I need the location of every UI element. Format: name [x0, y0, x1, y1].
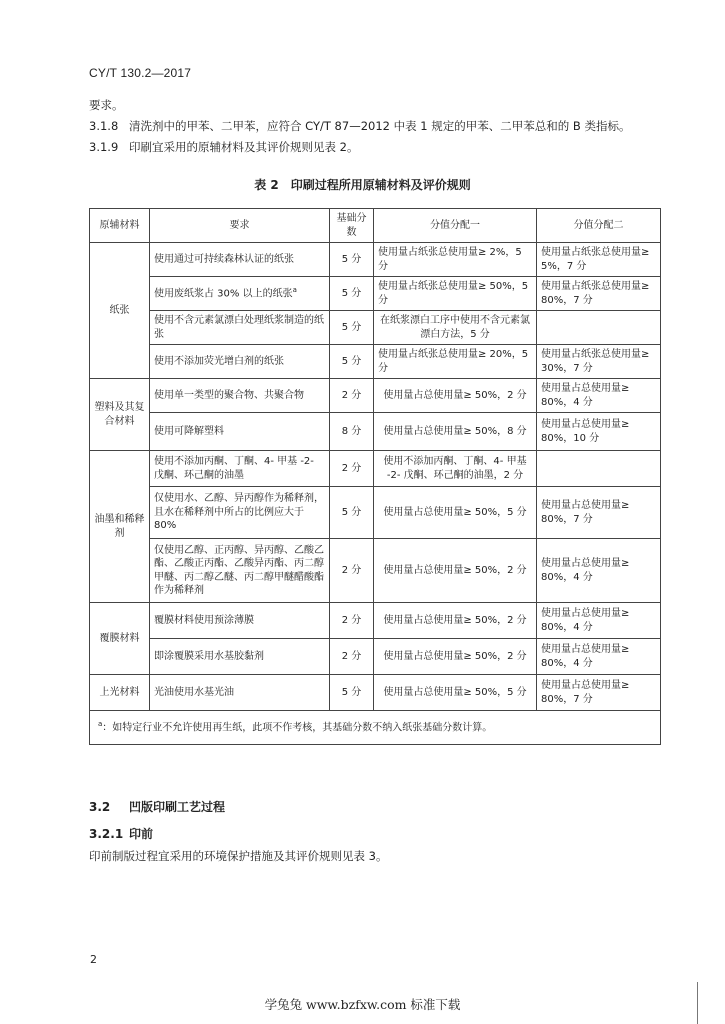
allocation-one-cell: 使用不添加丙酮、丁酮、4- 甲基 -2- 戊酮、环己酮的油墨，2 分: [374, 451, 537, 487]
header-allocation-two: 分值分配二: [537, 209, 661, 243]
requirement-cell: 仅使用水、乙醇、异丙醇作为稀释剂，且水在稀释剂中所占的比例应大于 80%: [150, 487, 330, 539]
requirement-text: 使用废纸浆占 30% 以上的纸张: [154, 288, 293, 300]
allocation-one-cell: 使用量占总使用量≥ 50%，2 分: [374, 379, 537, 413]
scan-edge-line: [697, 982, 698, 1024]
table-footnote-row: [90, 711, 661, 745]
table-row: [90, 379, 661, 413]
footnote-text: ：如特定行业不允许使用再生纸，此项不作考核，其基础分数不纳入纸张基础分数计算。: [102, 722, 493, 734]
requirement-cell: 使用不添加丙酮、丁酮、4- 甲基 -2- 戊酮、环己酮的油墨: [150, 451, 330, 487]
allocation-one-cell: 使用量占纸张总使用量≥ 20%，5 分: [374, 345, 537, 379]
material-category: 塑料及其复合材料: [90, 379, 150, 451]
requirement-cell: 使用可降解塑料: [150, 413, 330, 451]
score-cell: 5 分: [330, 345, 374, 379]
allocation-one-cell: 使用量占总使用量≥ 50%，5 分: [374, 675, 537, 711]
section-body-text: 印前制版过程宜采用的环境保护措施及其评价规则见表 3。: [89, 849, 388, 863]
table-row: [90, 639, 661, 675]
allocation-one-cell: 使用量占纸张总使用量≥ 50%，5 分: [374, 277, 537, 311]
clause-number: 3.1.9: [89, 140, 119, 154]
allocation-two-cell: 使用量占总使用量≥ 80%，4 分: [537, 379, 661, 413]
table-caption: 表 2 印刷过程所用原辅材料及评价规则: [254, 178, 471, 192]
continued-text: 要求。: [89, 98, 124, 112]
allocation-one-cell: 使用量占总使用量≥ 50%，2 分: [374, 639, 537, 675]
allocation-one-cell: 使用量占总使用量≥ 50%，5 分: [374, 487, 537, 539]
allocation-two-cell: 使用量占总使用量≥ 80%，7 分: [537, 675, 661, 711]
allocation-two-cell: 使用量占总使用量≥ 80%，7 分: [537, 487, 661, 539]
standard-code: CY/T 130.2—2017: [89, 66, 192, 80]
requirement-cell: 使用单一类型的聚合物、共聚合物: [150, 379, 330, 413]
requirement-cell: 光油使用水基光油: [150, 675, 330, 711]
clause-text: 印刷宜采用的原辅材料及其评价规则见表 2。: [129, 140, 359, 154]
clause-number: 3.1.8: [89, 119, 119, 133]
material-category: 覆膜材料: [90, 603, 150, 675]
section-3-2-1-heading: [89, 825, 153, 842]
allocation-one-cell: 在纸浆漂白工序中使用不含元素氯漂白方法，5 分: [374, 311, 537, 345]
score-cell: 5 分: [330, 277, 374, 311]
allocation-one-cell: 使用量占总使用量≥ 50%，2 分: [374, 603, 537, 639]
table-header-row: [90, 209, 661, 243]
table-row: [90, 451, 661, 487]
header-allocation-one: 分值分配一: [374, 209, 537, 243]
table-row: [90, 413, 661, 451]
score-cell: 2 分: [330, 603, 374, 639]
score-cell: 2 分: [330, 379, 374, 413]
allocation-two-cell: [537, 311, 661, 345]
section-number: 3.2: [89, 800, 111, 814]
allocation-one-cell: 使用量占总使用量≥ 50%，2 分: [374, 539, 537, 603]
page-number: 2: [90, 953, 97, 966]
score-cell: 2 分: [330, 539, 374, 603]
footnote-ref: a: [292, 286, 297, 295]
score-cell: 5 分: [330, 487, 374, 539]
score-cell: 5 分: [330, 311, 374, 345]
section-title: 印前: [129, 827, 154, 841]
allocation-two-cell: [537, 451, 661, 487]
table-row: [90, 487, 661, 539]
table-footnote: [90, 711, 661, 745]
allocation-one-cell: 使用量占纸张总使用量≥ 2%，5 分: [374, 243, 537, 277]
table-row: [90, 243, 661, 277]
requirement-cell: 使用不含元素氯漂白处理纸浆制造的纸张: [150, 311, 330, 345]
requirement-cell: 仅使用乙醇、正丙醇、异丙醇、乙酸乙酯、乙酸正丙酯、乙酸异丙酯、丙二醇甲醚、丙二醇乙醚、丙二醇甲醚醋酸酯作为稀释剂: [150, 539, 330, 603]
requirement-cell: [150, 277, 330, 311]
allocation-two-cell: 使用量占总使用量≥ 80%，10 分: [537, 413, 661, 451]
allocation-one-cell: 使用量占总使用量≥ 50%，8 分: [374, 413, 537, 451]
header-base-score: 基础分数: [330, 209, 374, 243]
allocation-two-cell: 使用量占纸张总使用量≥ 30%，7 分: [537, 345, 661, 379]
requirement-cell: 使用通过可持续森林认证的纸张: [150, 243, 330, 277]
allocation-two-cell: 使用量占总使用量≥ 80%，4 分: [537, 639, 661, 675]
allocation-two-cell: 使用量占纸张总使用量≥ 5%，7 分: [537, 243, 661, 277]
allocation-two-cell: 使用量占总使用量≥ 80%，4 分: [537, 603, 661, 639]
section-3-2-heading: [89, 798, 225, 815]
score-cell: 5 分: [330, 243, 374, 277]
site-watermark-footer: 学兔兔 www.bzfxw.com 标准下载: [264, 997, 461, 1012]
allocation-two-cell: 使用量占总使用量≥ 80%，4 分: [537, 539, 661, 603]
table-row: [90, 345, 661, 379]
table-row: [90, 603, 661, 639]
requirement-cell: 即涂覆膜采用水基胶黏剂: [150, 639, 330, 675]
clause-3-1-8: [89, 118, 630, 134]
section-title: 凹版印刷工艺过程: [129, 800, 226, 814]
requirement-cell: 覆膜材料使用预涂薄膜: [150, 603, 330, 639]
table-row: [90, 277, 661, 311]
material-category: 油墨和稀释剂: [90, 451, 150, 603]
materials-table: [89, 208, 661, 745]
table-row: [90, 675, 661, 711]
score-cell: 2 分: [330, 639, 374, 675]
section-number: 3.2.1: [89, 827, 124, 841]
material-category: 上光材料: [90, 675, 150, 711]
clause-3-1-9: [89, 139, 358, 155]
footnote-mark: a: [98, 720, 103, 729]
requirement-cell: 使用不添加荧光增白剂的纸张: [150, 345, 330, 379]
header-requirement: 要求: [150, 209, 330, 243]
score-cell: 5 分: [330, 675, 374, 711]
clause-text: 清洗剂中的甲苯、二甲苯，应符合 CY/T 87—2012 中表 1 规定的甲苯、二甲苯总和的 B 类指标。: [129, 119, 631, 133]
table-row: [90, 539, 661, 603]
allocation-two-cell: 使用量占纸张总使用量≥ 80%，7 分: [537, 277, 661, 311]
table-row: [90, 311, 661, 345]
score-cell: 8 分: [330, 413, 374, 451]
header-material: 原辅材料: [90, 209, 150, 243]
score-cell: 2 分: [330, 451, 374, 487]
material-category: 纸张: [90, 243, 150, 379]
